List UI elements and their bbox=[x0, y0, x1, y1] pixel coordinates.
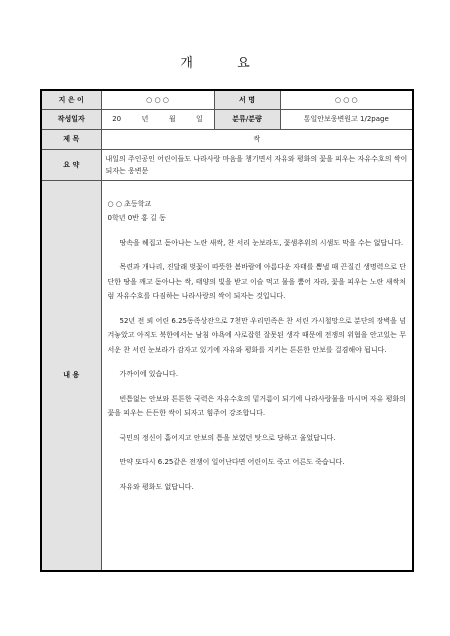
paragraph-5: 빈틈없는 안보와 튼튼한 국력은 자유수호의 밑거름이 되기에 나라사랑물을 마시며 자유 평화의 꽃을 피우는 든든한 싹이 되자고 힘주어 강조합니다. bbox=[107, 394, 406, 417]
label-author: 지 은 이 bbox=[41, 90, 101, 109]
document-title: 개 요 bbox=[180, 56, 270, 71]
date-value bbox=[101, 109, 214, 129]
summary-form-table bbox=[40, 89, 414, 572]
label-title: 제 목 bbox=[41, 129, 101, 149]
label-date: 작성일자 bbox=[41, 109, 101, 129]
content-body bbox=[102, 181, 413, 511]
paragraph-8: 자유와 평화도 없답니다. bbox=[119, 482, 194, 491]
title-value: 싹 bbox=[101, 129, 413, 149]
date-year-unit: 년 bbox=[141, 115, 149, 123]
paragraph-2: 목련과 개나리, 진달래 벚꽃이 따뜻한 봄바람에 아름다운 자태를 뽐낼 때 끈질긴 생명력으로 단단한 땅을 깨고 돋아나는 싹, 태양의 빛을 받고 이슬 먹고 물을 뿜어 자라, 꽃을 피우는 노란 새싹처럼 자유수호를 다짐하는 나라사랑의 싹이 되자는 것입니다. bbox=[107, 263, 406, 300]
paragraph-6: 국민의 정신이 흩어지고 안보의 틈을 보였던 탓으로 당하고 울었답니다. bbox=[119, 433, 336, 442]
row-author bbox=[41, 90, 413, 109]
label-book-name: 서 명 bbox=[214, 90, 280, 109]
paragraph-7: 만약 또다시 6.25같은 전쟁이 일어난다면 어린이도 죽고 어른도 죽습니다. bbox=[119, 458, 345, 466]
author-value: ○ ○ ○ bbox=[101, 90, 214, 109]
date-day-unit: 일 bbox=[196, 115, 203, 123]
row-title bbox=[41, 129, 413, 149]
row-date bbox=[41, 109, 413, 129]
date-year: 20 bbox=[112, 115, 122, 123]
paragraph-4: 가까이에 있습니다. bbox=[119, 370, 179, 378]
student-line: 0학년 0반 홍 길 동 bbox=[107, 214, 166, 222]
row-summary bbox=[41, 149, 413, 180]
paragraph-3: 52년 전 뢰 어린 6.25동족상잔으로 7천만 우리민족은 찬 서린 가시철망으로 분단의 장벽을 넘겨놓았고 아직도 북한에서는 남침 야욕에 사로잡힌 잘못된 생각 때문에 전쟁의 위협을 안고있는 무서운 찬 서린 눈보라가 감자고 있기에 자유와 평화를 지키는 튼튼한 안보를 걸겸해야 됩니다. bbox=[107, 316, 406, 354]
row-content bbox=[41, 180, 413, 571]
school-line: ○ ○ 초등학교 bbox=[107, 199, 152, 208]
category-value: 통일안보웅변원고 1/2page bbox=[280, 109, 413, 129]
summary-value: 내일의 주인공인 어린이들도 나라사랑 마음을 챙기면서 자유와 평화의 꽃을 피우는 자유수호의 싹이되자는 웅변문 bbox=[101, 149, 413, 180]
label-summary: 요 약 bbox=[41, 149, 101, 180]
label-content: 내 용 bbox=[41, 180, 101, 571]
paragraph-1: 땅속을 헤집고 돋아나는 노란 새싹, 찬 서리 눈보라도, 꽃샘추위의 시샘도 막을 수는 없답니다. bbox=[119, 238, 404, 247]
content-cell bbox=[101, 180, 413, 571]
book-name-value: ○ ○ ○ bbox=[280, 90, 413, 109]
label-category: 분류/분량 bbox=[214, 109, 280, 129]
date-month-unit: 월 bbox=[168, 115, 176, 123]
